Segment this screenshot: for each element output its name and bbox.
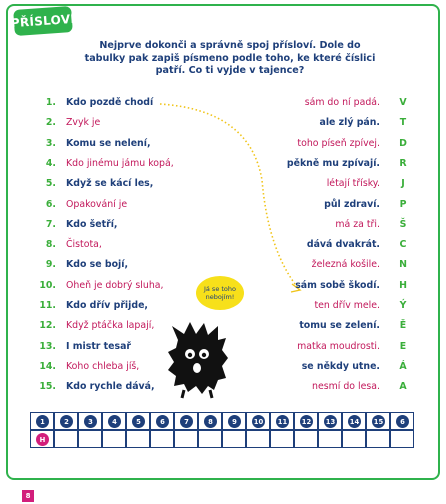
proverb-start: Kdo se bojí, [66,259,129,271]
table-number-cell [54,412,78,430]
table-number-cell [126,412,150,430]
instructions: Nejprve dokonči a správně spoj přísloví. Dole do tabulky pak zapiš písmeno podle toho, ke které číslici patří. Co ti vyjde v tajence? [84,40,376,76]
answer-letter: P [399,198,407,210]
row-number: 12. [39,320,56,332]
answer-letter: E [399,340,407,352]
table-answer-cell[interactable] [390,430,414,448]
table-answer-cell[interactable] [102,430,126,448]
proverb-end: toho píseň zpívej. [297,137,380,149]
number-dot: 2 [60,415,73,428]
number-dot: 5 [132,415,145,428]
row-number: 9. [45,259,56,271]
proverb-row [0,196,446,216]
table-number-cell [294,412,318,430]
row-number: 4. [45,157,56,169]
answer-letter: V [399,97,407,108]
table-number-cell [366,412,390,430]
number-dot: 10 [252,415,265,428]
row-number: 5. [45,178,56,190]
proverb-start: Opakování je [66,198,128,210]
proverb-start: Když ptáčka lapají, [66,320,155,332]
proverb-row [0,236,446,256]
table-number-cell [318,412,342,430]
proverb-row [0,155,446,175]
table-answer-cell[interactable] [78,430,102,448]
answer-letter: D [399,137,407,149]
number-dot: 14 [348,415,361,428]
proverb-start: Oheň je dobrý sluha, [66,279,164,291]
number-dot: 4 [108,415,121,428]
number-dot: 11 [276,415,289,428]
proverb-start: Kdo pozdě chodí [66,97,154,108]
proverb-start: I mistr tesař [66,340,132,352]
proverb-start: Kdo šetří, [66,218,118,230]
answer-letter: H [399,279,407,291]
table-number-cell [246,412,270,430]
proverb-end: nesmí do lesa. [312,381,380,393]
number-dot: 6 [156,415,169,428]
proverb-end: pěkně mu zpívají. [286,157,380,169]
proverb-end: matka moudrosti. [297,340,380,352]
table-answer-cell[interactable] [198,430,222,448]
row-number: 2. [45,117,56,129]
table-answer-cell[interactable] [342,430,366,448]
page-number: 8 [22,490,34,502]
number-dot: 8 [204,415,217,428]
row-number: 10. [39,279,56,291]
proverb-end: dává dvakrát. [306,239,380,251]
answer-letter: Ý [399,300,407,311]
table-answer-cell[interactable] [126,430,150,448]
answer-letter: R [399,157,407,169]
proverb-end: ale zlý pán. [319,117,380,129]
number-dot: 7 [180,415,193,428]
table-answer-cell[interactable] [366,430,390,448]
number-dot: 1 [36,415,49,428]
proverb-start: Komu se nelení, [66,137,151,149]
answer-letter: N [399,259,407,271]
proverb-end: sám do ní padá. [304,97,380,108]
answer-letter: Á [399,360,407,372]
monster-illustration [164,320,234,400]
row-number: 14. [39,360,56,372]
proverb-row [0,256,446,276]
row-number: 8. [45,239,56,251]
table-number-cell [150,412,174,430]
table-answer-cell[interactable] [174,430,198,448]
number-dot: 13 [324,415,337,428]
proverb-row [0,175,446,195]
table-answer-cell[interactable] [150,430,174,448]
table-number-cell [270,412,294,430]
row-number: 11. [39,300,56,311]
number-dot: 15 [372,415,385,428]
table-number-cell [342,412,366,430]
proverb-row [0,114,446,134]
table-answer-cell[interactable] [318,430,342,448]
proverb-start: Když se kácí les, [66,178,154,190]
title-badge-text: PŘÍSLOVÍ [10,11,76,31]
proverb-end: tomu se zelení. [299,320,380,332]
answer-letter: Ě [399,320,407,332]
table-answer-cell[interactable] [270,430,294,448]
row-number: 1. [45,97,56,108]
proverb-end: ten dřív mele. [314,300,380,311]
proverb-row [0,94,446,114]
answer-dot: H [36,433,49,446]
proverb-row [0,216,446,236]
table-number-cell [102,412,126,430]
answer-letter: T [399,117,407,129]
speech-bubble: Já se toho nebojím! [196,276,244,310]
number-dot: 3 [84,415,97,428]
row-number: 7. [45,218,56,230]
proverb-end: půl zdraví. [324,198,380,210]
number-dot: 9 [228,415,241,428]
answer-letter: C [399,239,407,251]
proverb-start: Kdo dřív přijde, [66,300,148,311]
answer-letter: J [401,178,405,190]
proverb-end: se někdy utne. [301,360,380,372]
row-number: 6. [45,198,56,210]
proverb-end: má za tři. [335,218,380,230]
proverb-end: sám sobě škodí. [295,279,380,291]
table-answer-cell[interactable] [294,430,318,448]
table-answer-cell[interactable] [246,430,270,448]
table-number-cell [174,412,198,430]
proverb-row [0,135,446,155]
answer-letter: Š [399,218,407,230]
proverb-start: Kdo rychle dává, [66,381,155,393]
proverb-start: Kdo jinému jámu kopá, [66,157,174,169]
table-number-cell [78,412,102,430]
answer-letter: A [399,381,407,393]
row-number: 15. [39,381,56,393]
table-number-cell [222,412,246,430]
table-answer-cell[interactable] [54,430,78,448]
proverb-end: létají třísky. [326,178,380,190]
row-number: 3. [45,137,56,149]
number-dot: 12 [300,415,313,428]
proverb-start: Koho chleba jíš, [66,360,140,372]
row-number: 13. [39,340,56,352]
number-dot: 6 [396,415,409,428]
table-number-cell [30,412,54,430]
proverb-start: Zvyk je [66,117,101,129]
proverb-start: Čistota, [66,239,102,251]
table-answer-cell[interactable] [222,430,246,448]
table-answer-cell[interactable] [30,430,54,448]
table-number-cell [198,412,222,430]
proverb-end: železná košile. [311,259,380,271]
table-number-cell [390,412,414,430]
